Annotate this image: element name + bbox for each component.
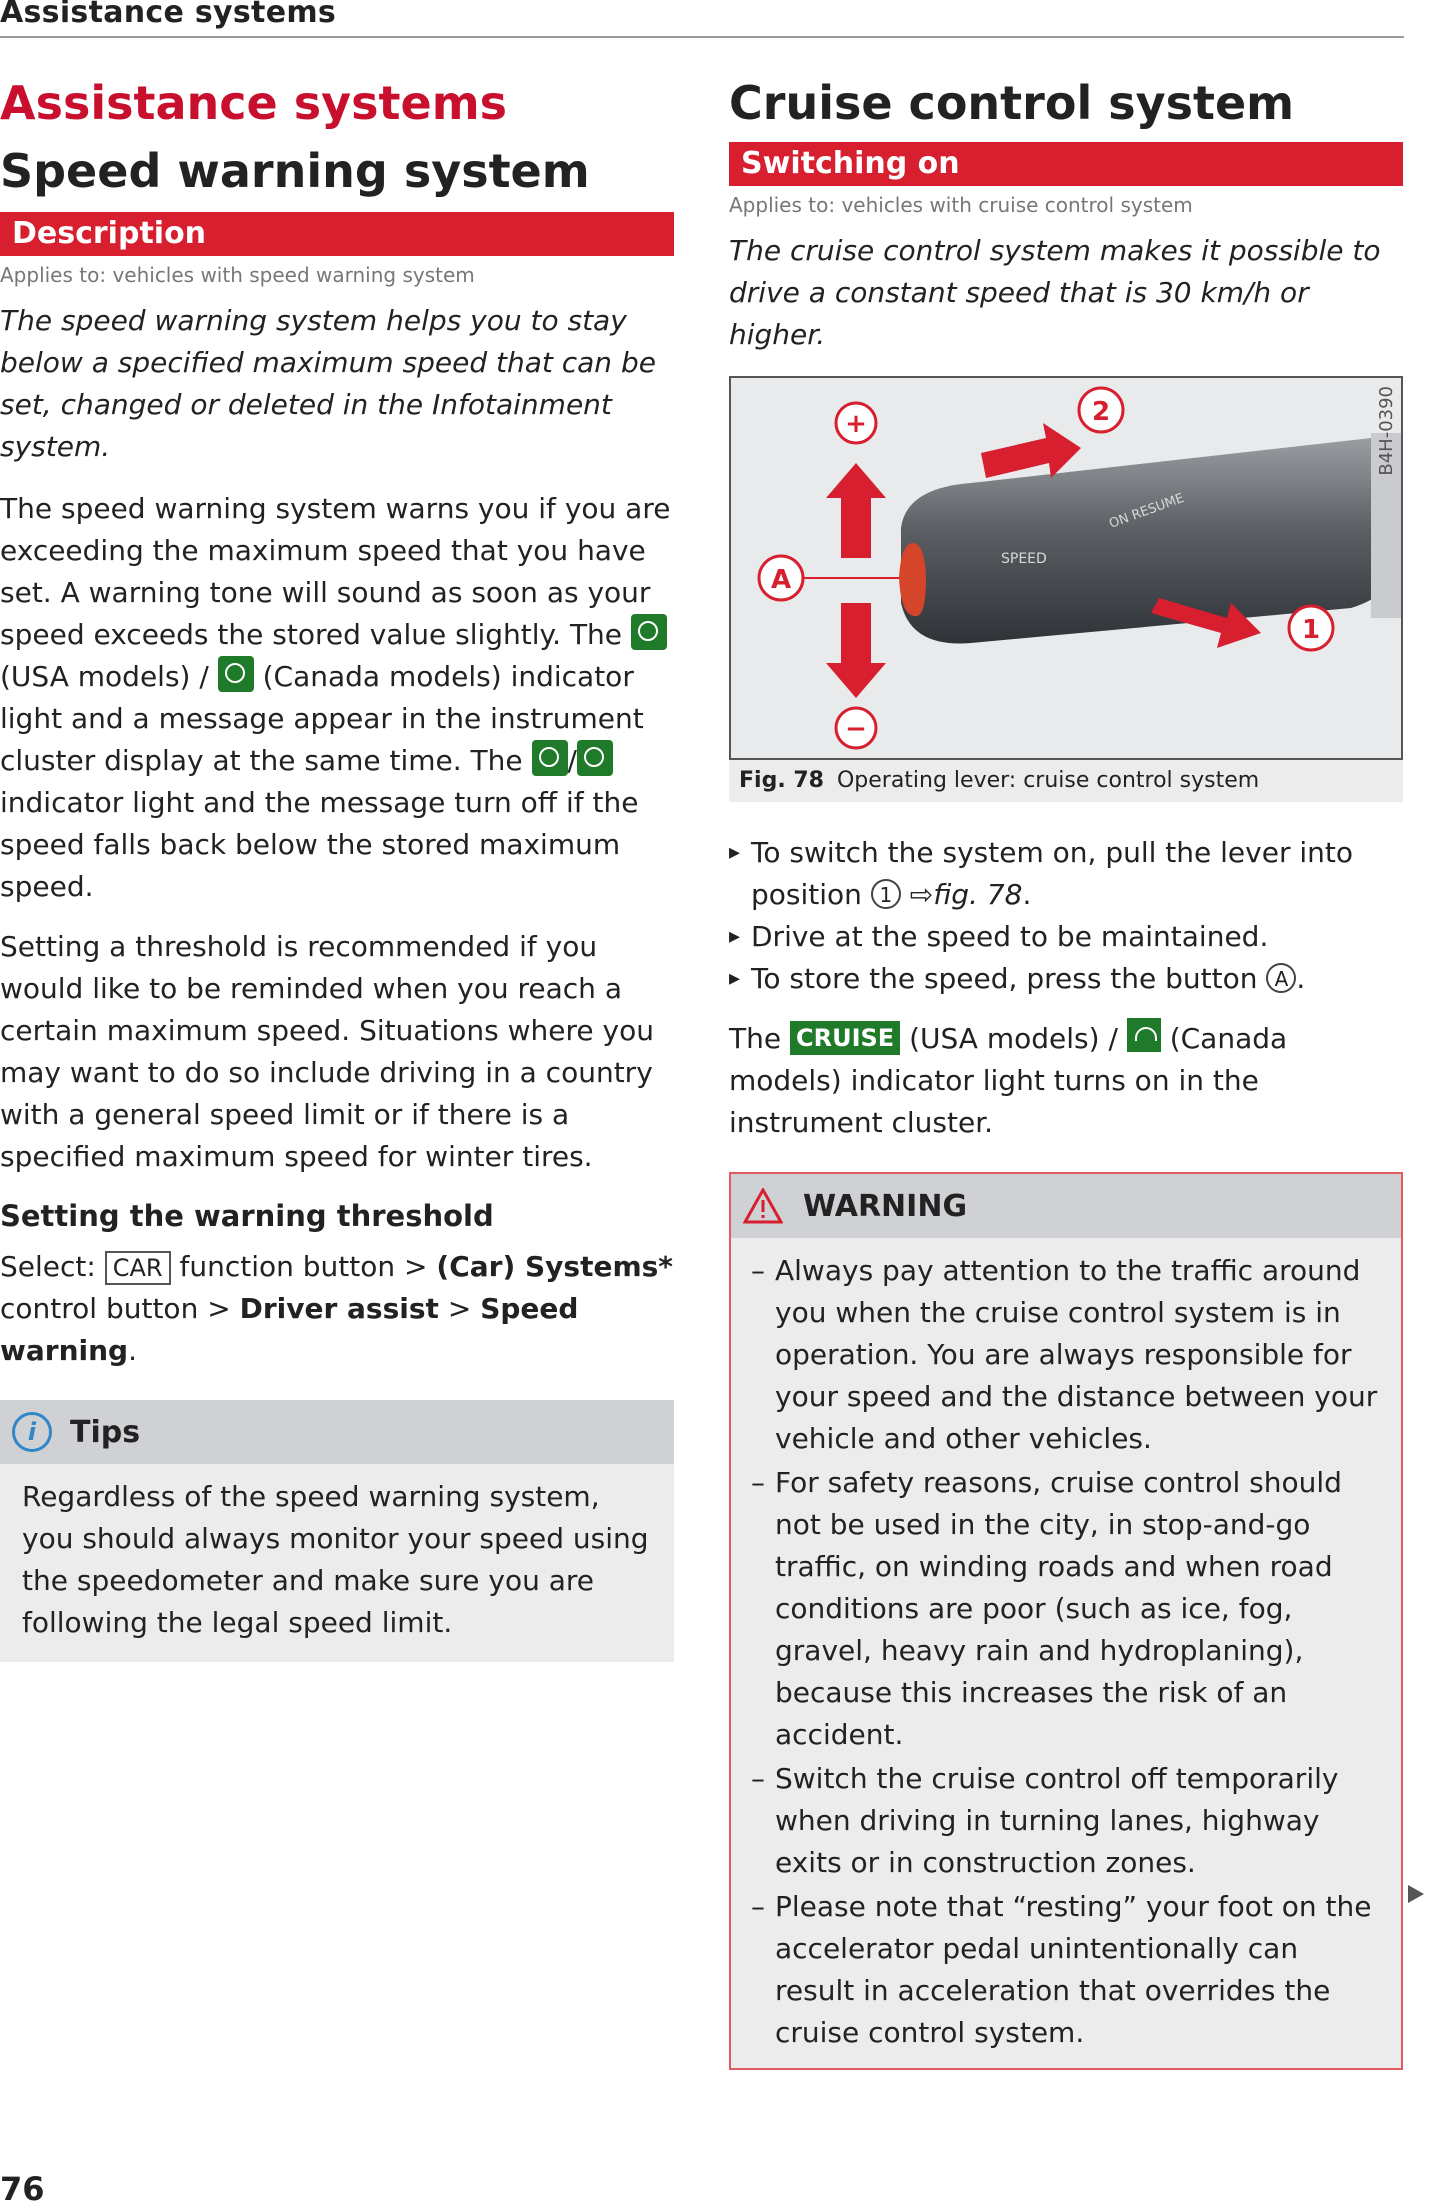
tips-box — [0, 1400, 674, 1662]
left-column — [0, 70, 674, 1662]
warning-item: – For safety reasons, cruise control should not be used in the city, in stop-and-go traffic, on winding roads and when road conditions are poor (such as ice, fog, gravel, heavy rain and hydroplaning), because this increases the risk of an accident. — [751, 1462, 1381, 1756]
step-1-text: To switch the system on, pull the lever into position — [751, 836, 1353, 911]
threshold-paragraph: Setting a threshold is recommended if you would like to be reminded when you reach a certain maximum speed. Situations where you may want to do so include driving in a country with a general speed limit or if there is a specified maximum speed for winter tires. — [0, 930, 654, 1173]
figure-number: Fig. 78 — [739, 768, 824, 793]
fig-ref: fig. 78 — [933, 878, 1023, 911]
p1-text-b: (USA models) / — [0, 660, 209, 693]
minus-label: − — [845, 714, 867, 744]
label-1: 1 — [1301, 615, 1321, 645]
applies-to-note: Applies to: vehicles with speed warning system — [0, 263, 475, 287]
warning-item: – Please note that “resting” your foot on the accelerator pedal unintentionally can result in acceleration that overrides the cruise control system. — [751, 1886, 1381, 2054]
speed-warning-mph-icon — [532, 740, 568, 776]
warning-item: – Switch the cruise control off temporarily when driving in turning lanes, highway exits or in construction zones. — [751, 1758, 1381, 1884]
intro-text: The speed warning system helps you to stay below a specified maximum speed that can be set, changed or deleted in the Infotainment system. — [0, 304, 656, 463]
position-1-marker: 1 — [871, 879, 901, 909]
select-speed-warning: Speed warning — [0, 1292, 579, 1367]
select-car-systems: (Car) Systems* — [436, 1250, 673, 1283]
switching-on-bar: Switching on — [729, 142, 1403, 186]
p1-text-a: The speed warning system warns you if you are exceeding the maximum speed that you have set. A warning tone will sound as soon as your speed exceeds the stored value slightly. The — [0, 492, 671, 651]
car-key: CAR — [105, 1251, 171, 1285]
warning-title: WARNING — [803, 1188, 968, 1224]
tips-title: Tips — [70, 1414, 141, 1450]
warning-triangle-icon — [743, 1188, 783, 1224]
step-1 — [729, 832, 1403, 916]
cruise-canada-indicator-icon — [1127, 1018, 1161, 1052]
p1-text-c: (Canada models) indicator light and a message appear in the instrument cluster display at the same time. The — [0, 660, 644, 777]
step-3-text: To store the speed, press the button — [751, 962, 1258, 995]
plus-label: + — [845, 409, 867, 439]
speed-warning-usa-indicator-icon — [631, 614, 667, 650]
cruise-lever-figure — [729, 376, 1403, 760]
warning-list — [731, 1238, 1401, 2068]
step-2: ▸ Drive at the speed to be maintained. — [729, 916, 1403, 958]
page-number: 76 — [0, 2170, 45, 2208]
indicator-paragraph — [729, 1018, 1403, 1144]
figure-code: B4H-0390 — [1376, 386, 1397, 476]
tips-header — [0, 1400, 674, 1464]
lever-text-on-resume: ON RESUME — [1107, 490, 1187, 532]
select-text-a: function button > — [179, 1250, 428, 1283]
figure-caption — [729, 760, 1403, 802]
warning-box — [729, 1172, 1403, 2070]
select-text-c: control button > — [0, 1292, 231, 1325]
running-header: Assistance systems — [0, 0, 1404, 38]
button-a-marker: A — [1266, 963, 1296, 993]
indicator-text-a: The — [729, 1022, 782, 1055]
cruise-indicator: CRUISE — [790, 1021, 900, 1055]
p1-sep: / — [567, 744, 577, 777]
warning-item: – Always pay attention to the traffic around you when the cruise control system is in operation. You are always responsible for your speed and the distance between your vehicle and other vehicles. — [751, 1250, 1381, 1460]
tips-body: Regardless of the speed warning system, you should always monitor your speed using the speedometer and make sure you are following the legal speed limit. — [22, 1480, 649, 1639]
speed-warning-canada-indicator-icon — [218, 656, 254, 692]
warning-header — [731, 1174, 1401, 1238]
select-separator: > — [447, 1292, 472, 1325]
speed-warning-paragraph — [0, 488, 674, 908]
select-instructions — [0, 1246, 674, 1372]
speed-warning-kmh-icon — [577, 740, 613, 776]
indicator-text-c: (Canada models) indicator light turns on in the instrument cluster. — [729, 1022, 1288, 1139]
select-label: Select: — [0, 1250, 96, 1283]
right-column — [729, 70, 1403, 2070]
select-driver-assist: Driver assist — [239, 1292, 439, 1325]
section-title: Assistance systems — [0, 76, 508, 130]
indicator-text-b: (USA models) / — [909, 1022, 1118, 1055]
ref-arrow: ⇨ — [909, 878, 934, 911]
continue-arrow-icon — [1408, 1885, 1424, 1903]
lever-text-speed: SPEED — [1001, 551, 1047, 567]
select-end: . — [128, 1334, 137, 1367]
step-1-end: . — [1022, 878, 1032, 911]
figure-caption-text: Operating lever: cruise control system — [836, 768, 1260, 793]
switch-on-steps — [729, 832, 1403, 1000]
cruise-lever-illustration — [731, 378, 1401, 758]
info-icon: i — [12, 1412, 52, 1452]
cruise-intro-text: The cruise control system makes it possible to drive a constant speed that is 30 km/h or higher. — [729, 234, 1381, 351]
step-3-end: . — [1296, 962, 1306, 995]
setting-threshold-heading: Setting the warning threshold — [0, 1199, 494, 1233]
chapter-title-cruise-control: Cruise control system — [729, 76, 1295, 130]
chapter-title-speed-warning: Speed warning system — [0, 144, 590, 198]
description-bar: Description — [0, 212, 674, 256]
p1-text-d: indicator light and the message turn off if the speed falls back below the stored maximum speed. — [0, 786, 639, 903]
step-3 — [729, 958, 1403, 1000]
label-2: 2 — [1091, 397, 1111, 427]
a-label: A — [770, 565, 792, 595]
cruise-applies-to-note: Applies to: vehicles with cruise control system — [729, 193, 1193, 217]
